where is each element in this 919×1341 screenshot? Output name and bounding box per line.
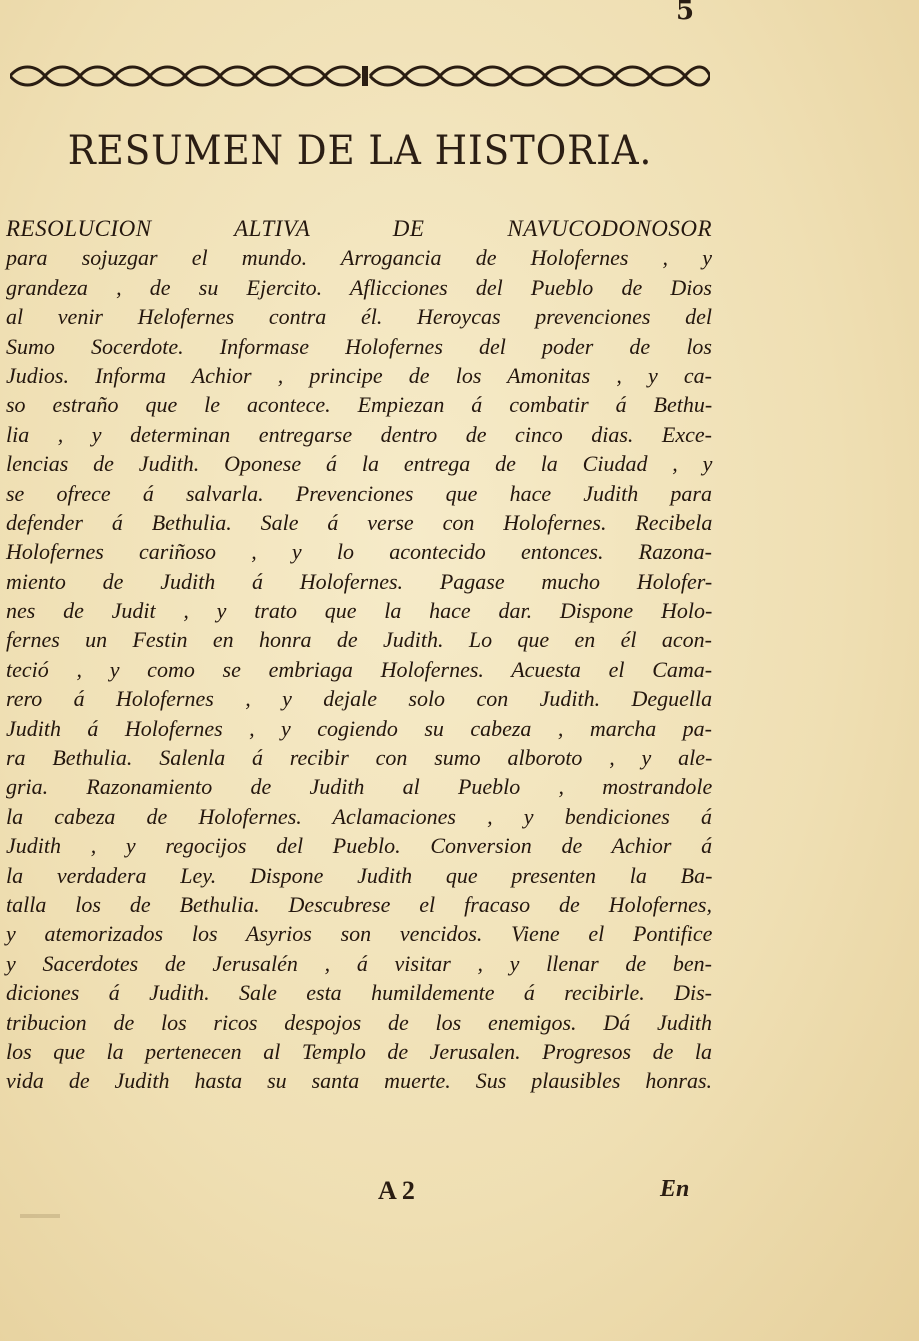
text-line: para sojuzgar el mundo. Arrogancia de Holofernes , y: [6, 245, 712, 271]
text-line: y Sacerdotes de Jerusalén , á visitar , y llenar de ben-: [6, 950, 712, 976]
text-line: gria. Razonamiento de Judith al Pueblo , mostrandole: [6, 774, 713, 800]
text-line: vida de Judith hasta su santa muerte. Sus plausibles honras.: [6, 1068, 712, 1094]
text-line: defender á Bethulia. Sale á verse con Holofernes. Recibela: [6, 509, 713, 535]
text-line: miento de Judith á Holofernes. Pagase mucho Holofer-: [6, 568, 713, 594]
text-line: la cabeza de Holofernes. Aclamaciones , y bendiciones á: [6, 803, 712, 829]
page-title: RESUMEN DE LA HISTORIA.: [67, 128, 653, 174]
text-line: teció , y como se embriaga Holofernes. Acuesta el Cama-: [6, 656, 713, 682]
text-line: y atemorizados los Asyrios son vencidos. Viene el Pontifice: [6, 921, 713, 947]
page-number: 5: [676, 0, 695, 26]
text-line: se ofrece á salvarla. Prevenciones que hace Judith para: [6, 480, 712, 506]
text-line: tribucion de los ricos despojos de los enemigos. Dá Judith: [6, 1009, 712, 1035]
text-line: RESOLUCION ALTIVA DE NAVUCODONOSOR: [6, 216, 713, 241]
text-line: rero á Holofernes , y dejale solo con Judith. Deguella: [6, 686, 713, 712]
text-line: lencias de Judith. Oponese á la entrega de la Ciudad , y: [6, 451, 713, 477]
text-line: Judios. Informa Achior , principe de los Amonitas , y ca-: [6, 362, 712, 388]
catchword: En: [660, 1176, 690, 1202]
text-line: Holofernes cariñoso , y lo acontecido entonces. Razona-: [6, 539, 712, 565]
text-line: Sumo Socerdote. Informase Holofernes del poder de los: [6, 333, 712, 359]
text-line: talla los de Bethulia. Descubrese el fracaso de Holofernes,: [6, 891, 712, 917]
text-line: fernes un Festin en honra de Judith. Lo que en él acon-: [6, 627, 712, 653]
text-line: ra Bethulia. Salenla á recibir con sumo alboroto , y ale-: [6, 745, 713, 771]
page-stain: [20, 1214, 60, 1218]
text-line: grandeza , de su Ejercito. Aflicciones del Pueblo de Dios: [6, 274, 712, 300]
text-line: nes de Judit , y trato que la hace dar. Dispone Holo-: [6, 598, 713, 624]
decorative-border-ornament: [10, 62, 710, 90]
text-line: al venir Helofernes contra él. Heroycas prevenciones del: [6, 304, 712, 330]
text-line: lia , y determinan entregarse dentro de cinco dias. Exce-: [6, 421, 712, 447]
text-line: los que la pertenecen al Templo de Jerusalen. Progresos de la: [6, 1038, 712, 1064]
summary-text: [6, 214, 712, 1096]
text-line: la verdadera Ley. Dispone Judith que presenten la Ba-: [6, 862, 713, 888]
text-line: Judith á Holofernes , y cogiendo su cabeza , marcha pa-: [6, 715, 712, 741]
text-line: diciones á Judith. Sale esta humildemente á recibirle. Dis-: [6, 980, 712, 1006]
text-line: Judith , y regocijos del Pueblo. Conversion de Achior á: [6, 833, 713, 859]
signature-mark: A 2: [378, 1176, 415, 1205]
text-line: so estraño que le acontece. Empiezan á combatir á Bethu-: [6, 392, 713, 418]
